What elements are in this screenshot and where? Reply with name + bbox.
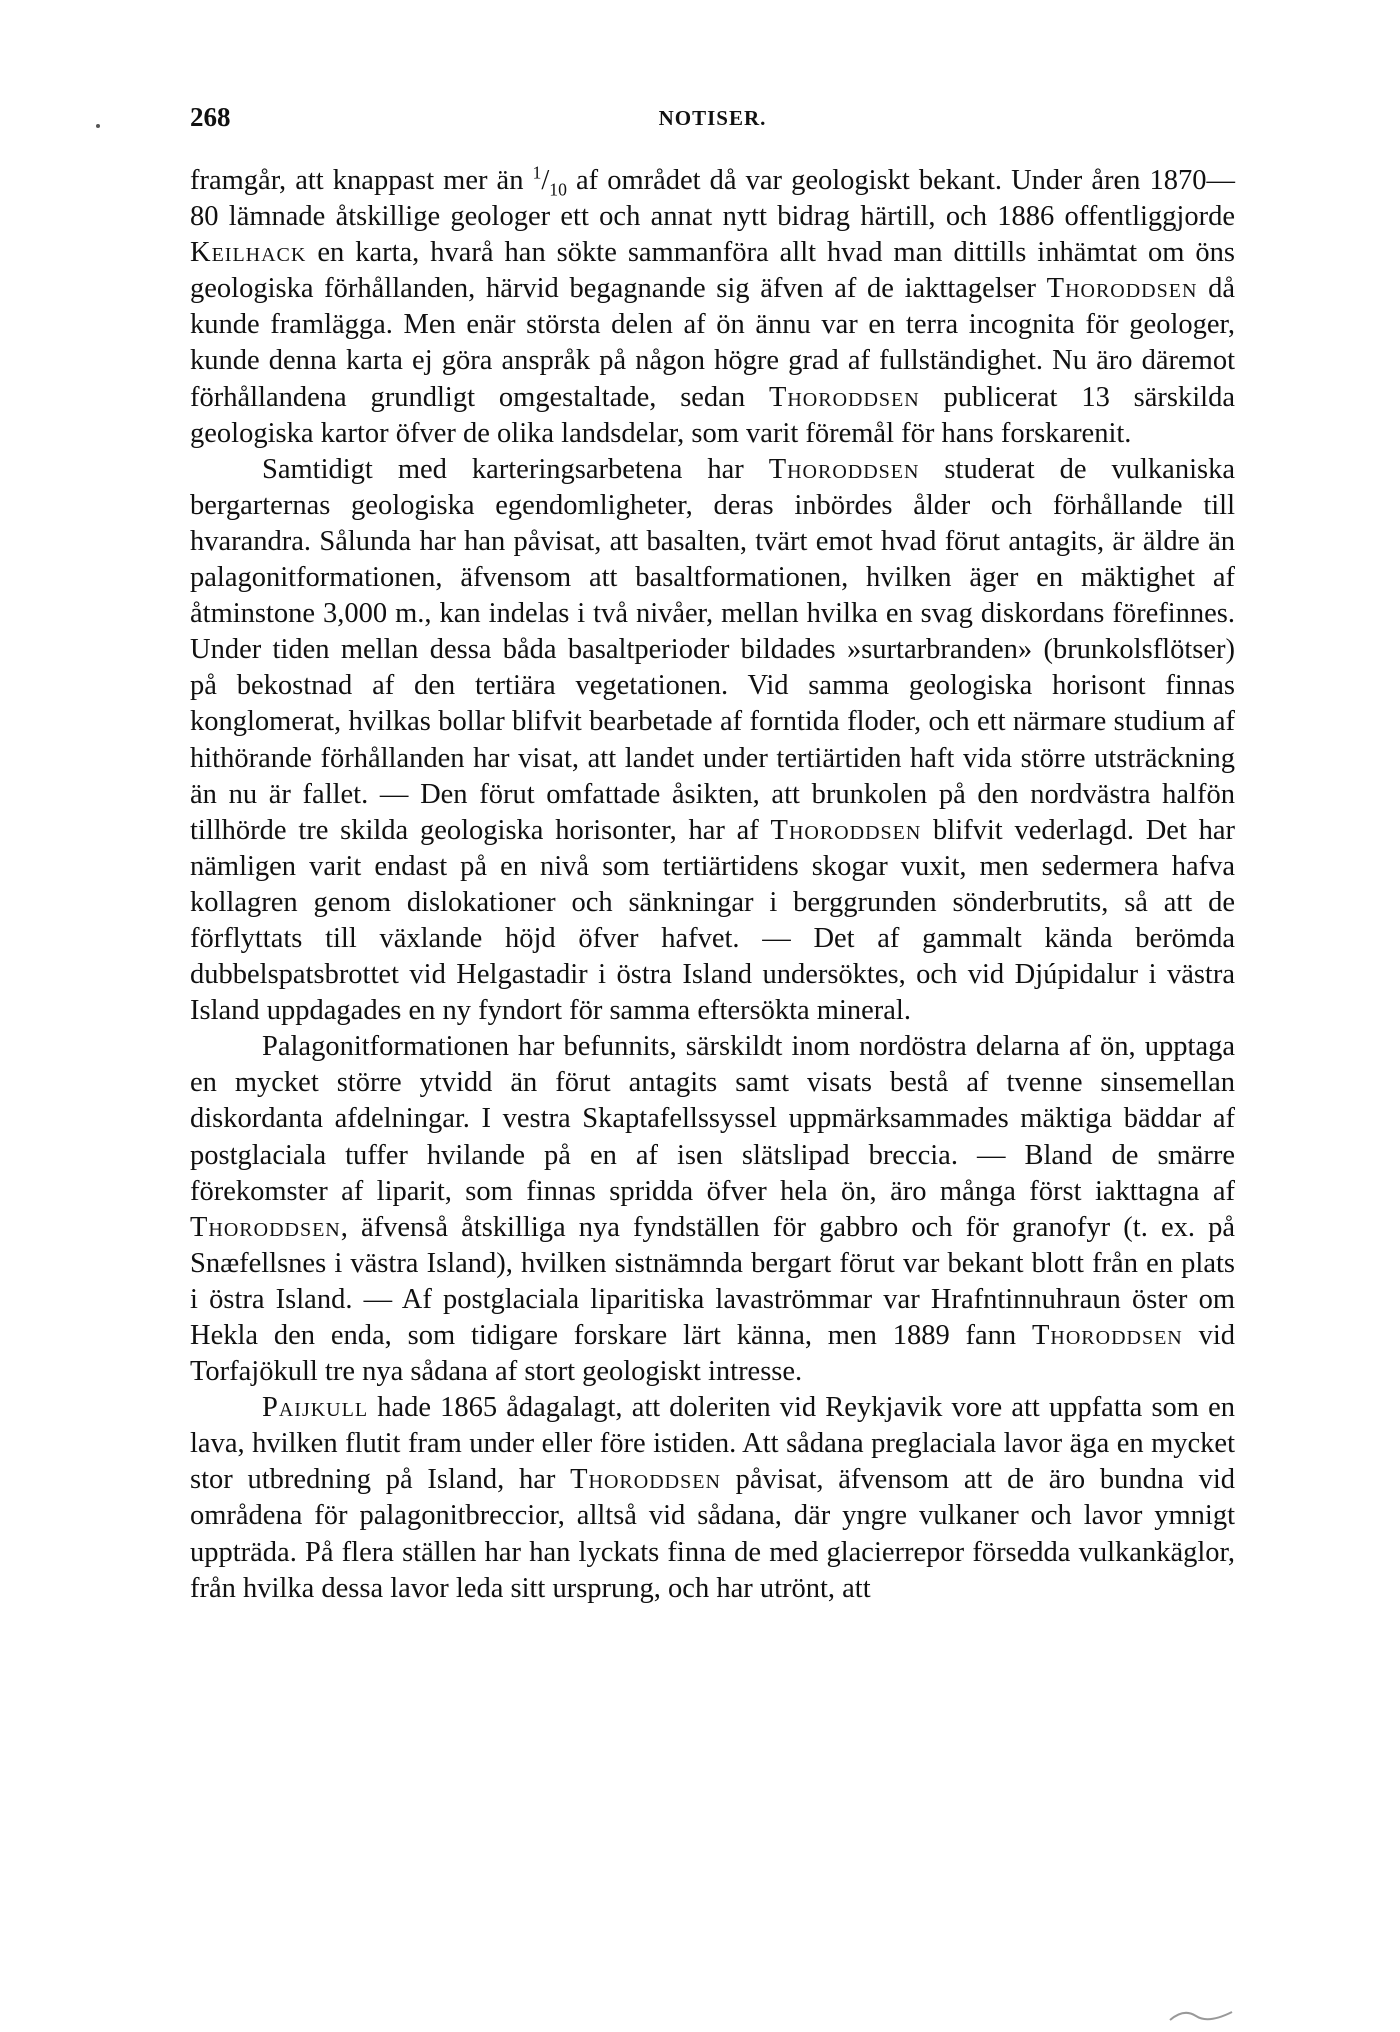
author-name: Thoroddsen [1032,1320,1183,1351]
running-head: NOTISER. [658,106,767,130]
page-header [190,102,1235,138]
paragraph [190,452,1235,1030]
text-run: studerat de vulkaniska bergarternas geologiska egendomligheter, deras inbördes ålder och förhållande till hvarandra. Sålunda har han påvisat, att basalten, tvärt emot hvad förut antagits, är äldre än palagonitformationen, äfvensom att basaltformationen, hvilken äger en mäktighet af åtminstone 3,000 m., kan indelas i två nivåer, mellan hvilka en svag diskordans förefinnes. Under tiden mellan dessa båda basaltperioder bildades »surtarbranden» (brunkolsflötser) på bekostnad af den tertiära vegetationen. Vid samma geologiska horisont finnas konglomerat, hvilkas bollar blifvit bearbetade af forntida floder, och ett närmare studium af hithörande förhållanden har visat, att landet under tertiärtiden haft vida större utsträckning än nu är fallet. — Den förut omfattade åsikten, att brunkolen på den nordvästra halfön tillhörde tre skilda geologiska horisonter, har af [190,453,1235,846]
author-name: Paijkull [262,1392,369,1424]
author-name: Thoroddsen [768,381,920,413]
text-run: vid Torfajökull tre nya sådana af stort geologiskt intresse. [190,1320,1235,1388]
text-run: Palagonitformationen har befunnits, särskildt inom nordöstra delarna af ön, upptaga en mycket större ytvidd än förut antagits samt visats bestå af tvenne sinsemellan diskordanta afdelningar. I vestra Skaptafellssyssel uppmärksammades mäktiga bäddar af postglaciala tuffer hvilande på en af isen slätslipad breccia. — Bland de smärre förekomster af liparit, som finnas spridda öfver hela ön, äro många först iakttagna af [190,1031,1235,1207]
paragraph [190,1390,1235,1607]
paragraph [190,163,1235,452]
fraction-numerator: 1 [532,162,542,183]
author-name: Thoroddsen [770,814,922,846]
author-name: Keilhack [190,237,307,269]
text-run: af området då var geologiskt bekant. Under åren 1870—80 lämnade åtskillige geologer ett och annat nytt bidrag härtill, och 1886 offentliggjorde [190,165,1235,233]
page-number: 268 [190,102,231,132]
author-name: Thoroddsen [190,1211,341,1243]
text-run: blifvit vederlagd. Det har nämligen varit endast på en nivå som tertiärtidens skogar vuxit, men sedermera hafva kollagren genom dislokationer och sänkningar i berggrunden sönderbrutits, så att de förflyttats till växlande höjd öfver hafvet. — Det af gammalt kända berömda dubbelspatsbrottet vid Helgastadir i östra Island undersöktes, och vid Djúpidalur i västra Island uppdagades en ny fyndort för samma eftersökta mineral. [190,814,1236,1027]
author-name: Thoroddsen [768,453,920,485]
print-speck [96,124,100,128]
text-run: framgår, att knappast mer än [190,165,533,196]
paragraph [190,1029,1235,1390]
text-run: hade 1865 ådagalagt, att doleriten vid Reykjavik vore att uppfatta som en lava, hvilken flutit fram under eller före istiden. Att sådana preglaciala lavor äga en mycket stor utbredning på Island, har [190,1392,1235,1496]
author-name: Thoroddsen [1046,273,1198,305]
text-run: , äfvenså åtskilliga nya fyndställen för gabbro och för granofyr (t. ex. på Snæfellsnes i västra Island), hvilken sistnämnda bergart förut var bekant blott från en plats i östra Island. — Af postglaciala liparitiska lavaströmmar var Hrafntinnuhraun öster om Hekla den enda, som tidigare forskare lärt känna, men 1889 fann [190,1211,1235,1351]
text-run: påvisat, äfvensom att de äro bundna vid områdena för palagonitbreccior, alltså vid sådana, där yngre vulkaner och lavor ymnigt uppträda. På flera ställen har han lyckats finna de med glacierrepor försedda vulkankäglor, från hvilka dessa lavor leda sitt ursprung, och har utrönt, att [190,1464,1236,1604]
bottom-print-smudge [1166,2004,1236,2024]
text-run: en karta, hvarå han sökte sammanföra allt hvad man dittills inhämtat om öns geologiska förhållanden, härvid begagnande sig äfven af de iakttagelser [190,237,1235,305]
fraction-slash: / [541,165,550,196]
author-name: Thoroddsen [570,1464,721,1496]
text-run: Samtidigt med karteringsarbetena har [262,453,769,485]
text-run: publicerat 13 särskilda geologiska kartor öfver de olika landsdelar, som varit föremål för hans forskarenit. [190,381,1235,449]
fraction-denominator: 10 [549,179,567,200]
body-text [190,163,1235,1607]
text-run: då kunde framlägga. Men enär största delen af ön ännu var en terra incognita för geologer, kunde denna karta ej göra anspråk på någon högre grad af fullständighet. Nu äro däremot förhållandena grundligt omgestaltade, sedan [190,273,1235,413]
fraction [532,162,567,200]
